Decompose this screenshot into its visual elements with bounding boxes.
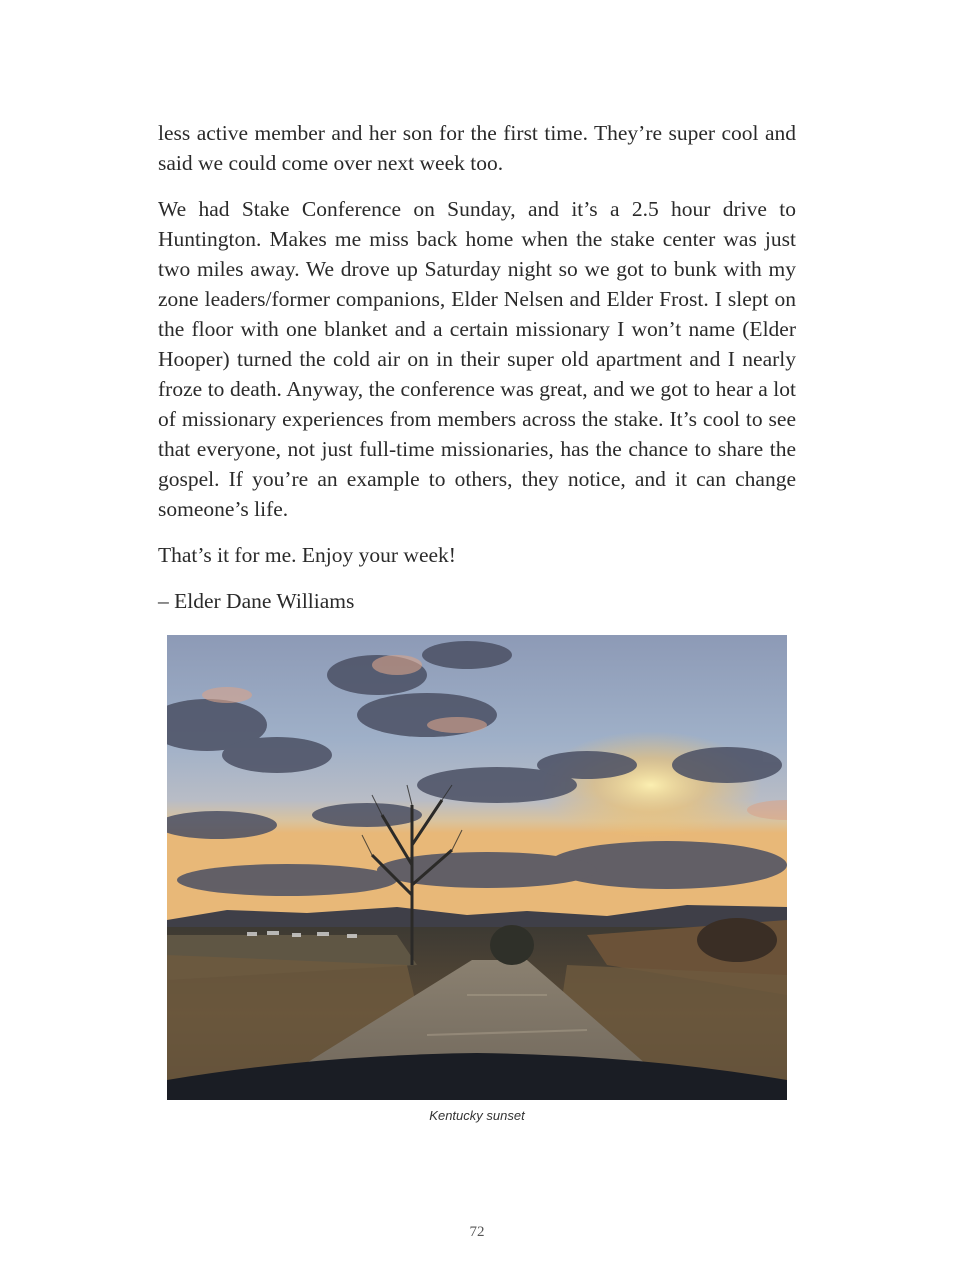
signature: – Elder Dane Williams — [158, 589, 355, 613]
paragraph-1: less active member and her son for the first time. They’re super cool and said we could come over next week too. — [158, 121, 796, 175]
figure-caption: Kentucky sunset — [429, 1108, 525, 1123]
paragraph-3: That’s it for me. Enjoy your week! — [158, 543, 456, 567]
sunset-photo-illustration — [167, 635, 787, 1100]
page-number: 72 — [469, 1224, 485, 1240]
page-body — [158, 118, 796, 632]
paragraph-2: We had Stake Conference on Sunday, and it’s a 2.5 hour drive to Huntington. Makes me miss back home when the stake center was just two miles away. We drove up Saturday night so we got to bunk with my zone leaders/former companions, Elder Nelsen and Elder Frost. I slept on the floor with one blanket and a certain missionary I won’t name (Elder Hooper) turned the cold air on in their super old apartment and I nearly froze to death. Anyway, the conference was great, and we got to hear a lot of missionary experiences from members across the stake. It’s cool to see that everyone, not just full-time missionaries, has the chance to share the gospel. If you’re an example to others, they notice, and it can change someone’s life. — [158, 197, 796, 521]
sunset-photo — [167, 635, 787, 1100]
